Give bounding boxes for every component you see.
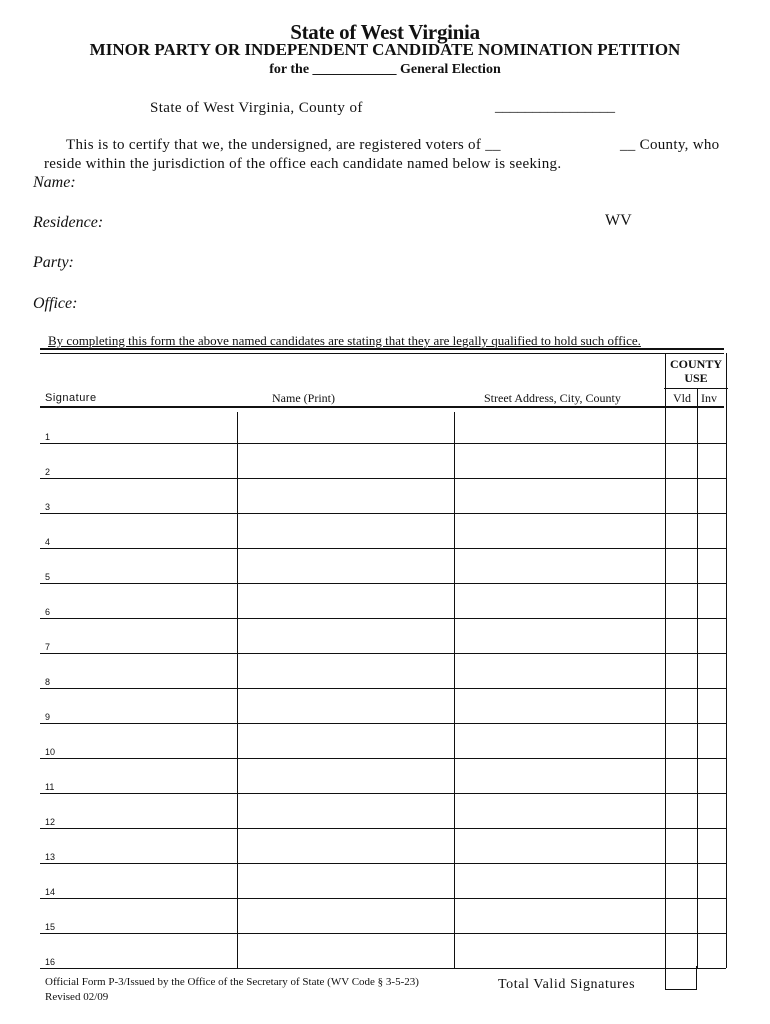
name-cell[interactable]: [237, 692, 454, 723]
valid-cell[interactable]: [665, 902, 697, 933]
signature-cell[interactable]: [40, 867, 237, 898]
valid-cell[interactable]: [665, 482, 697, 513]
row-number: 9: [45, 712, 51, 722]
row-number: 14: [45, 887, 56, 897]
address-cell[interactable]: [454, 727, 665, 758]
name-cell[interactable]: [237, 867, 454, 898]
invalid-cell[interactable]: [697, 517, 726, 548]
row-number: 6: [45, 607, 51, 617]
office-field-label: Office:: [33, 295, 78, 312]
signature-cell[interactable]: [40, 902, 237, 933]
county-blank: ________________: [495, 99, 615, 115]
name-cell[interactable]: [237, 587, 454, 618]
valid-cell[interactable]: [665, 587, 697, 618]
row-number: 10: [45, 747, 56, 757]
total-valid-signatures-box[interactable]: [665, 966, 697, 990]
valid-cell[interactable]: [665, 622, 697, 653]
certify-line-1-end: __ County, who: [620, 137, 720, 153]
name-cell[interactable]: [237, 797, 454, 828]
county-use-header: [664, 357, 728, 385]
header-bottom-rule: [40, 406, 724, 408]
address-cell[interactable]: [454, 447, 665, 478]
row-number: 7: [45, 642, 51, 652]
row-number: 12: [45, 817, 56, 827]
name-cell[interactable]: [237, 482, 454, 513]
table-row-line: [40, 513, 726, 514]
signature-cell[interactable]: [40, 937, 237, 968]
election-line: for the ____________ General Election: [269, 62, 501, 77]
name-print-header: Name (Print): [272, 391, 335, 405]
address-cell[interactable]: [454, 587, 665, 618]
signature-cell[interactable]: [40, 622, 237, 653]
valid-cell[interactable]: [665, 727, 697, 758]
county-use-line1: COUNTY: [669, 357, 722, 371]
signature-cell[interactable]: [40, 587, 237, 618]
table-top-rule-thin: [40, 353, 724, 354]
address-cell[interactable]: [454, 937, 665, 968]
invalid-cell[interactable]: [697, 482, 726, 513]
valid-cell[interactable]: [665, 517, 697, 548]
name-cell[interactable]: [237, 412, 454, 443]
table-row-line: [40, 688, 726, 689]
invalid-cell[interactable]: [697, 727, 726, 758]
address-header: Street Address, City, County: [484, 391, 621, 405]
signature-header: Signature: [45, 392, 97, 404]
form-subtitle: MINOR PARTY OR INDEPENDENT CANDIDATE NOMINATION PETITION: [89, 40, 681, 59]
valid-cell[interactable]: [665, 692, 697, 723]
name-field-label: Name:: [33, 174, 76, 191]
table-row-line: [40, 478, 726, 479]
address-cell[interactable]: [454, 622, 665, 653]
valid-cell[interactable]: [665, 797, 697, 828]
address-cell[interactable]: [454, 797, 665, 828]
row-number: 3: [45, 502, 51, 512]
signature-cell[interactable]: [40, 727, 237, 758]
name-cell[interactable]: [237, 657, 454, 688]
row-number: 15: [45, 922, 56, 932]
form-title: State of West Virginia: [290, 20, 480, 44]
name-cell[interactable]: [237, 832, 454, 863]
table-row-line: [40, 618, 726, 619]
residence-field-label: Residence:: [33, 214, 104, 231]
row-number: 16: [45, 957, 56, 967]
invalid-cell[interactable]: [697, 867, 726, 898]
row-number: 8: [45, 677, 51, 687]
valid-cell[interactable]: [665, 657, 697, 688]
table-row-line: [40, 653, 726, 654]
party-field-label: Party:: [33, 254, 74, 271]
column-divider: [726, 406, 727, 968]
table-row-line: [40, 723, 726, 724]
table-row-line: [40, 863, 726, 864]
county-label: State of West Virginia, County of: [150, 100, 363, 116]
row-number: 11: [45, 782, 55, 792]
invalid-cell[interactable]: [697, 692, 726, 723]
invalid-cell[interactable]: [697, 902, 726, 933]
signature-cell[interactable]: [40, 412, 237, 443]
address-cell[interactable]: [454, 552, 665, 583]
table-row-line: [40, 583, 726, 584]
row-number: 2: [45, 467, 51, 477]
name-cell[interactable]: [237, 622, 454, 653]
signature-cell[interactable]: [40, 517, 237, 548]
address-cell[interactable]: [454, 482, 665, 513]
signature-cell[interactable]: [40, 832, 237, 863]
table-row-line: [40, 758, 726, 759]
invalid-cell[interactable]: [697, 797, 726, 828]
valid-cell[interactable]: [665, 937, 697, 968]
signature-cell[interactable]: [40, 762, 237, 793]
invalid-header: Inv: [701, 391, 717, 405]
name-cell[interactable]: [237, 727, 454, 758]
valid-cell[interactable]: [665, 552, 697, 583]
county-use-line2: USE: [684, 371, 708, 385]
certify-line-1: This is to certify that we, the undersigned, are registered voters of __: [66, 137, 501, 153]
certify-line-2: reside within the jurisdiction of the office each candidate named below is seeking.: [44, 156, 562, 172]
signature-cell[interactable]: [40, 692, 237, 723]
qualification-statement: By completing this form the above named candidates are stating that they are legally qualified to hold such office.: [48, 333, 641, 348]
table-row-line: [40, 968, 726, 969]
table-top-rule: [40, 348, 724, 350]
table-row-line: [40, 548, 726, 549]
table-row-line: [40, 443, 726, 444]
row-number: 13: [45, 852, 56, 862]
signature-cell[interactable]: [40, 552, 237, 583]
footer-revision: Revised 02/09: [45, 991, 109, 1003]
valid-cell[interactable]: [665, 447, 697, 478]
invalid-cell[interactable]: [697, 762, 726, 793]
table-row-line: [40, 898, 726, 899]
signature-cell[interactable]: [40, 797, 237, 828]
footer-citation: Official Form P-3/Issued by the Office of the Secretary of State (WV Code § 3-5-23): [45, 976, 419, 988]
valid-cell[interactable]: [665, 832, 697, 863]
signature-cell[interactable]: [40, 482, 237, 513]
table-row-line: [40, 933, 726, 934]
name-cell[interactable]: [237, 552, 454, 583]
county-use-divider: [664, 388, 728, 389]
address-cell[interactable]: [454, 762, 665, 793]
row-number: 1: [45, 432, 51, 442]
vld-inv-divider: [697, 388, 698, 406]
invalid-cell[interactable]: [697, 412, 726, 443]
address-cell[interactable]: [454, 517, 665, 548]
valid-cell[interactable]: [665, 412, 697, 443]
name-cell[interactable]: [237, 517, 454, 548]
row-number: 4: [45, 537, 51, 547]
address-cell[interactable]: [454, 657, 665, 688]
residence-state: WV: [605, 212, 632, 229]
address-cell[interactable]: [454, 692, 665, 723]
table-row-line: [40, 828, 726, 829]
signature-cell[interactable]: [40, 657, 237, 688]
valid-cell[interactable]: [665, 867, 697, 898]
invalid-cell[interactable]: [697, 552, 726, 583]
total-valid-signatures-label: Total Valid Signatures: [498, 977, 636, 992]
invalid-cell[interactable]: [697, 937, 726, 968]
invalid-cell[interactable]: [697, 832, 726, 863]
name-cell[interactable]: [237, 937, 454, 968]
valid-cell[interactable]: [665, 762, 697, 793]
name-cell[interactable]: [237, 447, 454, 478]
valid-header: Vld: [673, 391, 691, 405]
invalid-cell[interactable]: [697, 447, 726, 478]
invalid-cell[interactable]: [697, 622, 726, 653]
address-cell[interactable]: [454, 867, 665, 898]
county-use-border: [726, 353, 727, 406]
name-cell[interactable]: [237, 902, 454, 933]
invalid-cell[interactable]: [697, 587, 726, 618]
address-cell[interactable]: [454, 412, 665, 443]
address-cell[interactable]: [454, 902, 665, 933]
table-row-line: [40, 793, 726, 794]
address-cell[interactable]: [454, 832, 665, 863]
signature-cell[interactable]: [40, 447, 237, 478]
invalid-cell[interactable]: [697, 657, 726, 688]
name-cell[interactable]: [237, 762, 454, 793]
county-use-border: [665, 353, 666, 406]
row-number: 5: [45, 572, 51, 582]
